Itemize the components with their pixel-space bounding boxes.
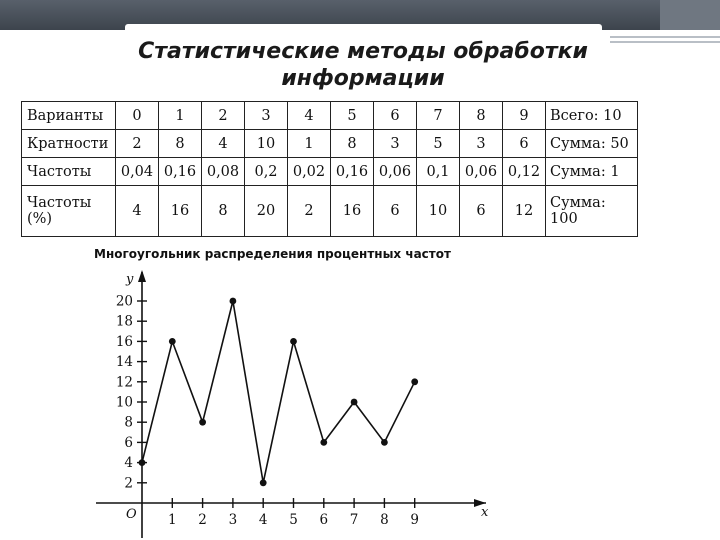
- table-cell: 0,2: [245, 158, 288, 186]
- series-line: [142, 301, 415, 483]
- table-cell: 0,04: [116, 158, 159, 186]
- table-cell: 8: [331, 130, 374, 158]
- x-tick-label: 3: [228, 512, 238, 528]
- row-total: Сумма: 50: [546, 130, 638, 158]
- table-cell: 6: [460, 186, 503, 237]
- table-cell: 0,16: [331, 158, 374, 186]
- data-point: [411, 378, 418, 385]
- x-tick-label: 8: [380, 512, 389, 528]
- table-cell: 0: [116, 102, 159, 130]
- y-tick-label: 10: [115, 394, 133, 411]
- x-tick-label: 6: [319, 512, 329, 528]
- row-total: Сумма: 1: [546, 158, 638, 186]
- data-point: [320, 439, 327, 446]
- row-total: Сумма: 100: [546, 186, 638, 237]
- slide-title-line1: Статистические методы обработки: [138, 39, 588, 64]
- table-cell: 4: [202, 130, 245, 158]
- table-cell: 0,12: [503, 158, 546, 186]
- table-cell: 2: [288, 186, 331, 237]
- table-cell: 10: [245, 130, 288, 158]
- table-cell: 5: [417, 130, 460, 158]
- y-tick-label: 4: [124, 455, 133, 472]
- row-label: Частоты: [22, 158, 116, 186]
- x-tick-label: 4: [258, 512, 268, 528]
- origin-label: O: [126, 507, 137, 522]
- y-axis-label: y: [126, 272, 134, 287]
- x-tick-label: 9: [410, 512, 419, 528]
- row-label: Варианты: [22, 102, 116, 130]
- table-cell: 10: [417, 186, 460, 237]
- chart-ticks: [116, 294, 419, 529]
- table-cell: 16: [159, 186, 202, 237]
- data-point: [139, 459, 146, 466]
- data-point: [199, 419, 206, 426]
- table-cell: 3: [245, 102, 288, 130]
- table-cell: 6: [503, 130, 546, 158]
- y-tick-label: 6: [124, 434, 133, 451]
- table-cell: 0,06: [460, 158, 503, 186]
- row-total: Всего: 10: [546, 102, 638, 130]
- x-tick-label: 1: [168, 512, 177, 528]
- table-cell: 4: [116, 186, 159, 237]
- x-tick-label: 7: [349, 512, 359, 528]
- chart-title: Многоугольник распределения процентных частот: [94, 247, 451, 261]
- table-cell: 20: [245, 186, 288, 237]
- chart-axes: [96, 270, 489, 538]
- table-cell: 9: [503, 102, 546, 130]
- table-cell: 0,1: [417, 158, 460, 186]
- slide-title-line2: информации: [281, 66, 445, 91]
- row-label: Кратности: [22, 130, 116, 158]
- table-cell: 2: [116, 130, 159, 158]
- table-cell: 8: [460, 102, 503, 130]
- y-tick-label: 8: [124, 414, 133, 431]
- table-cell: 4: [288, 102, 331, 130]
- y-axis-arrow: [138, 270, 146, 282]
- table-cell: 8: [159, 130, 202, 158]
- data-point: [260, 479, 267, 486]
- data-point: [290, 338, 297, 345]
- y-tick-label: 18: [115, 313, 133, 330]
- x-axis-label: x: [481, 505, 489, 520]
- data-point: [169, 338, 176, 345]
- table-cell: 5: [331, 102, 374, 130]
- table-cell: 6: [374, 186, 417, 237]
- table-cell: 3: [460, 130, 503, 158]
- y-tick-label: 20: [115, 293, 133, 310]
- x-tick-label: 2: [198, 512, 207, 528]
- y-tick-label: 14: [115, 354, 133, 371]
- data-point: [230, 298, 237, 305]
- table-cell: 6: [374, 102, 417, 130]
- x-tick-label: 5: [289, 512, 298, 528]
- table-cell: 1: [159, 102, 202, 130]
- table-cell: 0,02: [288, 158, 331, 186]
- table-cell: 16: [331, 186, 374, 237]
- data-point: [351, 399, 358, 406]
- table-cell: 7: [417, 102, 460, 130]
- table-cell: 0,06: [374, 158, 417, 186]
- y-tick-label: 12: [115, 374, 133, 391]
- table-cell: 3: [374, 130, 417, 158]
- table-cell: 0,08: [202, 158, 245, 186]
- table-cell: 8: [202, 186, 245, 237]
- chart-series: [139, 298, 419, 487]
- table-cell: 12: [503, 186, 546, 237]
- table-cell: 0,16: [159, 158, 202, 186]
- data-point: [381, 439, 388, 446]
- row-label: Частоты (%): [22, 186, 116, 237]
- y-tick-label: 16: [115, 333, 133, 350]
- table-cell: 1: [288, 130, 331, 158]
- y-tick-label: 2: [124, 475, 133, 492]
- table-cell: 2: [202, 102, 245, 130]
